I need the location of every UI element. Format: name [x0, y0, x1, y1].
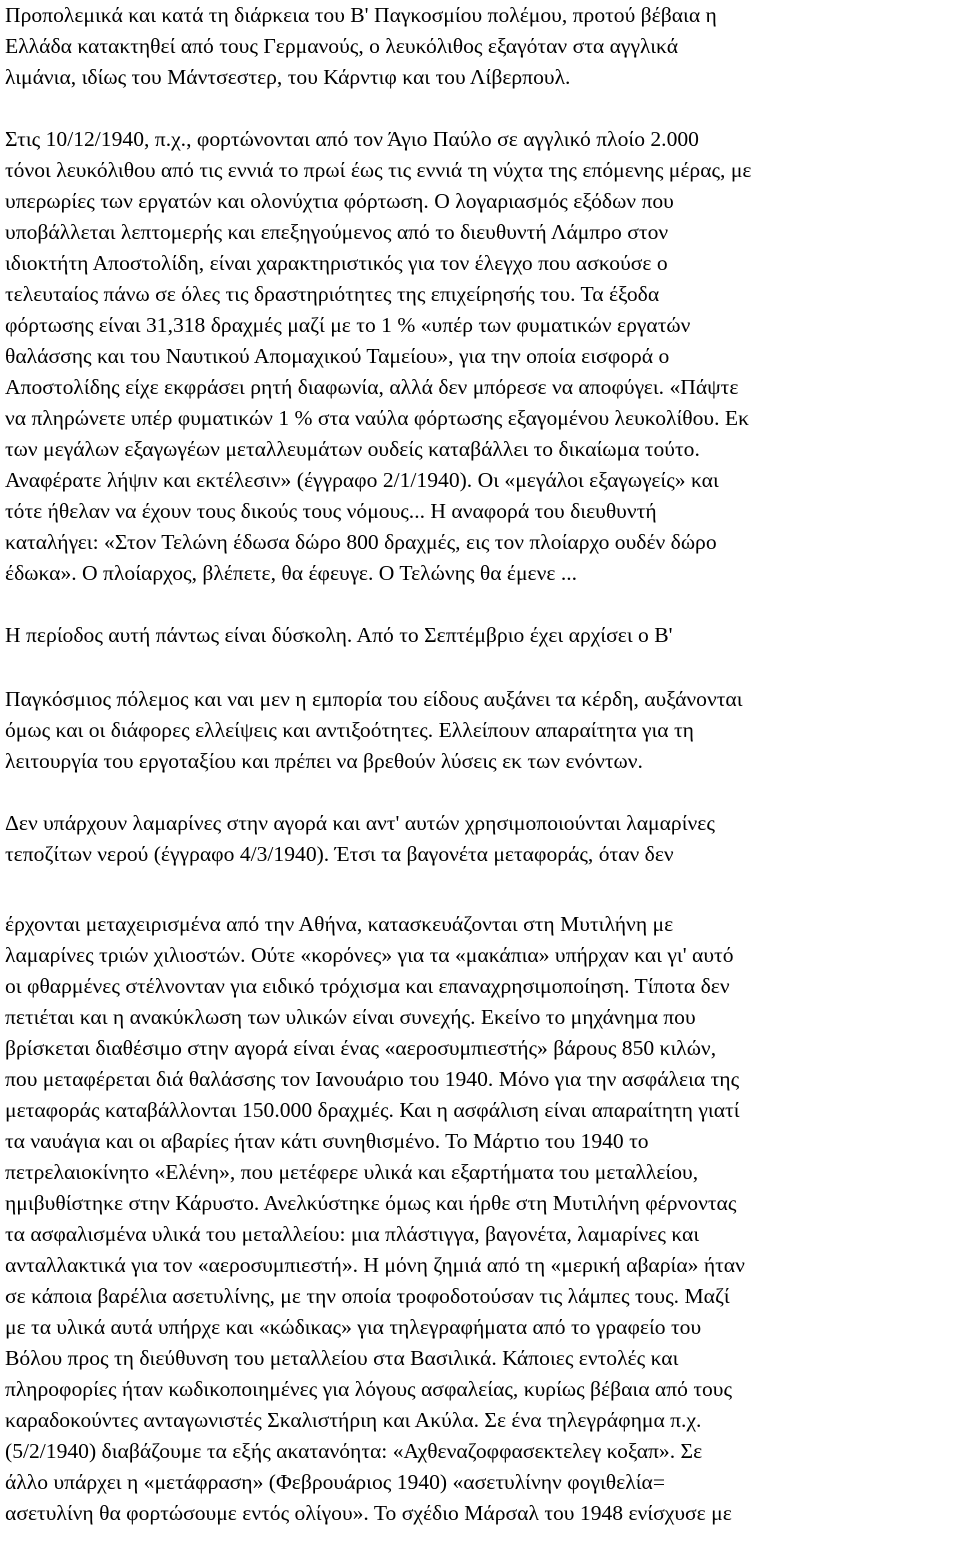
paragraph-6-line-17: καραδοκούντες ανταγωνιστές Σκαλιστήριη και Ακύλα. Σε ένα τηλεγράφημα π.χ.	[5, 1408, 702, 1432]
paragraph-2-line-5: ιδιοκτήτη Αποστολίδη, είναι χαρακτηριστικός για τον έλεγχο που ασκούσε ο	[5, 251, 668, 275]
paragraph-6-line-6: που μεταφέρεται διά θαλάσσης τον Ιανουάριο του 1940. Μόνο για την ασφάλεια της	[5, 1067, 740, 1091]
paragraph-6-line-12: ανταλλακτικά για τον «αεροσυμπιεστή». Η μόνη ζημιά από τη «μερική αβαρία» ήταν	[5, 1253, 745, 1277]
paragraph-4-line-1: Παγκόσμιος πόλεμος και ναι μεν η εμπορία του είδους αυξάνει τα κέρδη, αυξάνονται	[5, 687, 743, 711]
paragraph-3-line-1: Η περίοδος αυτή πάντως είναι δύσκολη. Από το Σεπτέμβριο έχει αρχίσει ο Β'	[5, 623, 673, 647]
paragraph-2-line-1: Στις 10/12/1940, π.χ., φορτώνονται από τον Άγιο Παύλο σε αγγλικό πλοίο 2.000	[5, 127, 699, 151]
paragraph-6-line-1: έρχονται μεταχειρισμένα από την Αθήνα, κατασκευάζονται στη Μυτιλήνη με	[5, 912, 674, 936]
paragraph-6-line-9: πετρελαιοκίνητο «Ελένη», που μετέφερε υλικά και εξαρτήματα του μεταλλείου,	[5, 1160, 699, 1184]
paragraph-6-line-13: σε κάποια βαρέλια ασετυλίνης, με την οποία τροφοδοτούσαν τις λάμπες τους. Μαζί	[5, 1284, 730, 1308]
paragraph-6-line-18: (5/2/1940) διαβάζουμε τα εξής ακατανόητα: «Αχθεναζοφφασεκτελεγ κοξαπ». Σε	[5, 1439, 703, 1463]
paragraph-2-line-10: να πληρώνετε υπέρ φυματικών 1 % στα ναύλα φόρτωσης εξαγομένου λευκολίθου. Εκ	[5, 406, 749, 430]
paragraph-2-line-4: υποβάλλεται λεπτομερής και επεξηγούμενος από το διευθυντή Λάμπρο στον	[5, 220, 669, 244]
paragraph-6-line-16: πληροφορίες ήταν κωδικοποιημένες για λόγους ασφαλείας, κυρίως βέβαια από τους	[5, 1377, 733, 1401]
paragraph-2-line-8: θαλάσσης και του Ναυτικού Απομαχικού Ταμείου», για την οποία εισφορά ο	[5, 344, 670, 368]
paragraph-4-line-2: όμως και οι διάφορες ελλείψεις και αντιξοότητες. Ελλείπουν απαραίτητα για τη	[5, 718, 694, 742]
paragraph-2-line-11: των μεγάλων εξαγωγέων μεταλλευμάτων ουδείς καταβάλλει το δικαίωμα τούτο.	[5, 437, 700, 461]
paragraph-1-line-2: Ελλάδα κατακτηθεί από τους Γερμανούς, ο λευκόλιθος εξαγόταν στα αγγλικά	[5, 34, 679, 58]
paragraph-6-line-5: βρίσκεται διαθέσιμο στην αγορά είναι ένας «αεροσυμπιεστής» βάρους 850 κιλών,	[5, 1036, 717, 1060]
paragraph-2-line-6: τελευταίος πάνω σε όλες τις δραστηριότητες της επιχείρησής του. Τα έξοδα	[5, 282, 660, 306]
paragraph-5-line-1: Δεν υπάρχουν λαμαρίνες στην αγορά και αντ' αυτών χρησιμοποιούνται λαμαρίνες	[5, 811, 715, 835]
paragraph-1-line-3: λιμάνια, ιδίως του Μάντσεστερ, του Κάρντιφ και του Λίβερπουλ.	[5, 65, 571, 89]
paragraph-5-line-2: τεποζίτων νερού (έγγραφο 4/3/1940). Έτσι τα βαγονέτα μεταφοράς, όταν δεν	[5, 842, 674, 866]
paragraph-2-line-15: έδωκα». Ο πλοίαρχος, βλέπετε, θα έφευγε. Ο Τελώνης θα έμενε ...	[5, 561, 578, 585]
paragraph-6-line-10: ημιβυθίστηκε στην Κάρυστο. Ανελκύστηκε όμως και ήρθε στη Μυτιλήνη φέρνοντας	[5, 1191, 737, 1215]
paragraph-6-line-15: Βόλου προς τη διεύθυνση του μεταλλείου στα Βασιλικά. Κάποιες εντολές και	[5, 1346, 679, 1370]
paragraph-6-line-8: τα ναυάγια και οι αβαρίες ήταν κάτι συνηθισμένο. Το Μάρτιο του 1940 το	[5, 1129, 649, 1153]
paragraph-2-line-13: τότε ήθελαν να έχουν τους δικούς τους νόμους... Η αναφορά του διευθυντή	[5, 499, 657, 523]
paragraph-2-line-7: φόρτωσης είναι 31,318 δραχμές μαζί με το 1 % «υπέρ των φυματικών εργατών	[5, 313, 691, 337]
paragraph-2-line-14: καταλήγει: «Στον Τελώνη έδωσα δώρο 800 δραχμές, εις τον πλοίαρχο ουδέν δώρο	[5, 530, 717, 554]
paragraph-6-line-4: πετιέται και η ανακύκλωση των υλικών είναι συνεχής. Εκείνο το μηχάνημα που	[5, 1005, 696, 1029]
paragraph-2-line-3: υπερωρίες των εργατών και ολονύχτια φόρτωση. Ο λογαριασμός εξόδων που	[5, 189, 674, 213]
paragraph-2-line-9: Αποστολίδης είχε εκφράσει ρητή διαφωνία, αλλά δεν μπόρεσε να αποφύγει. «Πάψτε	[5, 375, 739, 399]
paragraph-6-line-19: άλλο υπάρχει η «μετάφραση» (Φεβρουάριος 1940) «ασετυλίνην φογιθελία=	[5, 1470, 665, 1494]
paragraph-6-line-3: οι φθαρμένες στέλνονταν για ειδικό τρόχισμα και επαναχρησιμοποίηση. Τίποτα δεν	[5, 974, 730, 998]
paragraph-4-line-3: λειτουργία του εργοταξίου και πρέπει να βρεθούν λύσεις εκ των ενόντων.	[5, 749, 643, 773]
paragraph-6-line-7: μεταφοράς καταβάλλονται 150.000 δραχμές. Και η ασφάλιση είναι απαραίτητη γιατί	[5, 1098, 740, 1122]
paragraph-2-line-12: Αναφέρατε λήψιν και εκτέλεσιν» (έγγραφο 2/1/1940). Οι «μεγάλοι εξαγωγείς» και	[5, 468, 719, 492]
paragraph-6-line-20: ασετυλίνη θα φορτώσουμε εντός ολίγου». Το σχέδιο Μάρσαλ του 1948 ενίσχυσε με	[5, 1501, 732, 1525]
paragraph-6-line-11: τα ασφαλισμένα υλικά του μεταλλείου: μια πλάστιγγα, βαγονέτα, λαμαρίνες και	[5, 1222, 700, 1246]
paragraph-1-line-1: Προπολεμικά και κατά τη διάρκεια του Β' Παγκοσμίου πολέμου, προτού βέβαια η	[5, 3, 717, 27]
paragraph-6-line-14: με τα υλικά αυτά υπήρχε και «κώδικας» για τηλεγραφήματα από το γραφείο του	[5, 1315, 702, 1339]
paragraph-6-line-2: λαμαρίνες τριών χιλιοστών. Ούτε «κορόνες» για τα «μακάπια» υπήρχαν και γι' αυτό	[5, 943, 734, 967]
paragraph-2-line-2: τόνοι λευκόλιθου από τις εννιά το πρωί έως τις εννιά τη νύχτα της επόμενης μέρας, με	[5, 158, 752, 182]
